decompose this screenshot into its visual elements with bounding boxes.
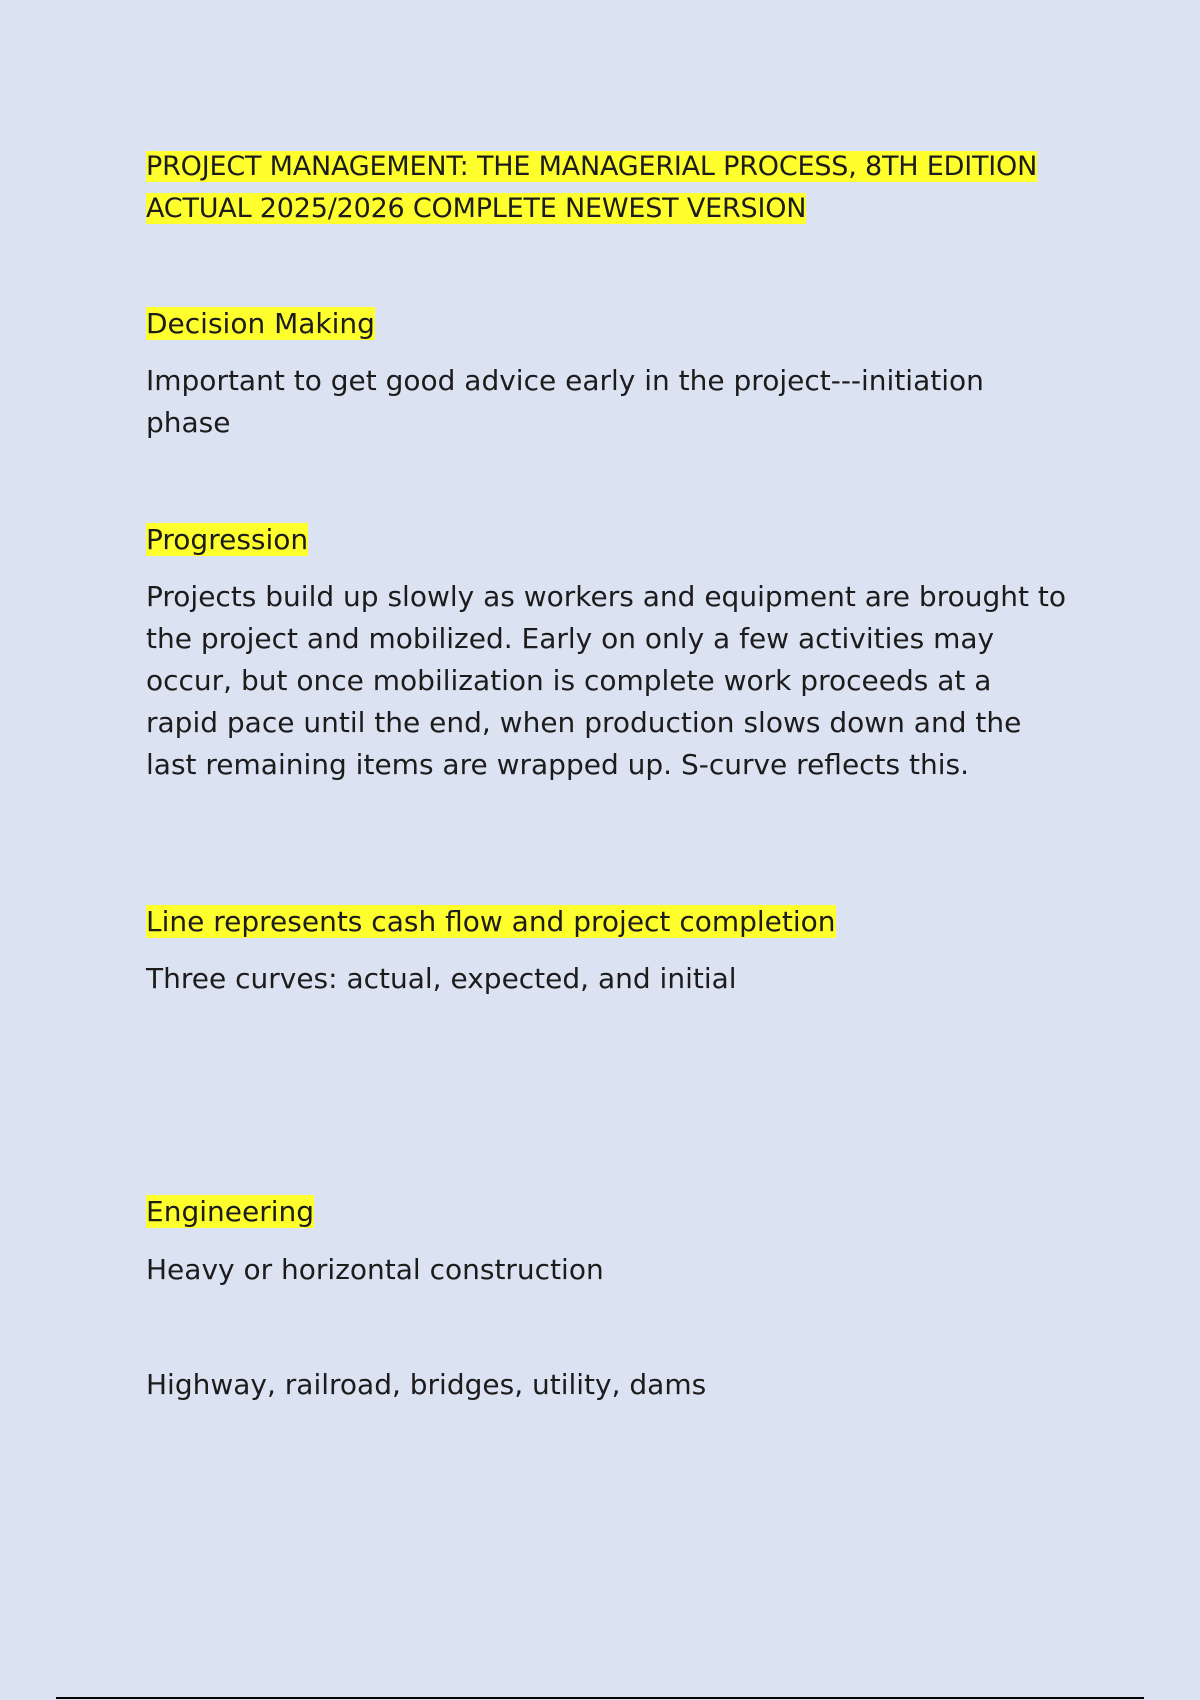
- definition-line-represents: Three curves: actual, expected, and initial: [146, 962, 737, 995]
- entry-line-represents: [146, 902, 836, 942]
- definition-decision-making: Important to get good advice early in the project---initiation phase: [146, 364, 984, 439]
- entry-decision-making: [146, 304, 375, 344]
- entry-term: [146, 304, 375, 344]
- document-title: [146, 146, 1066, 230]
- term-engineering: Engineering: [146, 1195, 314, 1228]
- entry-engineering: [146, 1192, 314, 1232]
- footer-divider: [56, 1697, 1144, 1699]
- entry-progression: [146, 520, 308, 560]
- entry-term: [146, 520, 308, 560]
- document-title-text: PROJECT MANAGEMENT: THE MANAGERIAL PROCESS, 8TH EDITION ACTUAL 2025/2026 COMPLETE NEWEST VERSION: [146, 151, 1038, 224]
- definition-progression: Projects build up slowly as workers and equipment are brought to the project and mobilized. Early on only a few activities may occur, but once mobilization is complete work proceeds at a rapid pace until the end, when production slows down and the last remaining items are wrapped up. S-curve reflects this.: [146, 580, 1066, 781]
- document-content: [146, 146, 1066, 1401]
- entry-term: [146, 1192, 314, 1232]
- term-line-represents: Line represents cash flow and project completion: [146, 905, 836, 938]
- definition-engineering: Heavy or horizontal construction: [146, 1253, 604, 1286]
- entry-term: [146, 902, 836, 942]
- term-progression: Progression: [146, 523, 309, 556]
- definition-engineering-examples: Highway, railroad, bridges, utility, dams: [146, 1368, 707, 1401]
- term-decision-making: Decision Making: [146, 307, 375, 340]
